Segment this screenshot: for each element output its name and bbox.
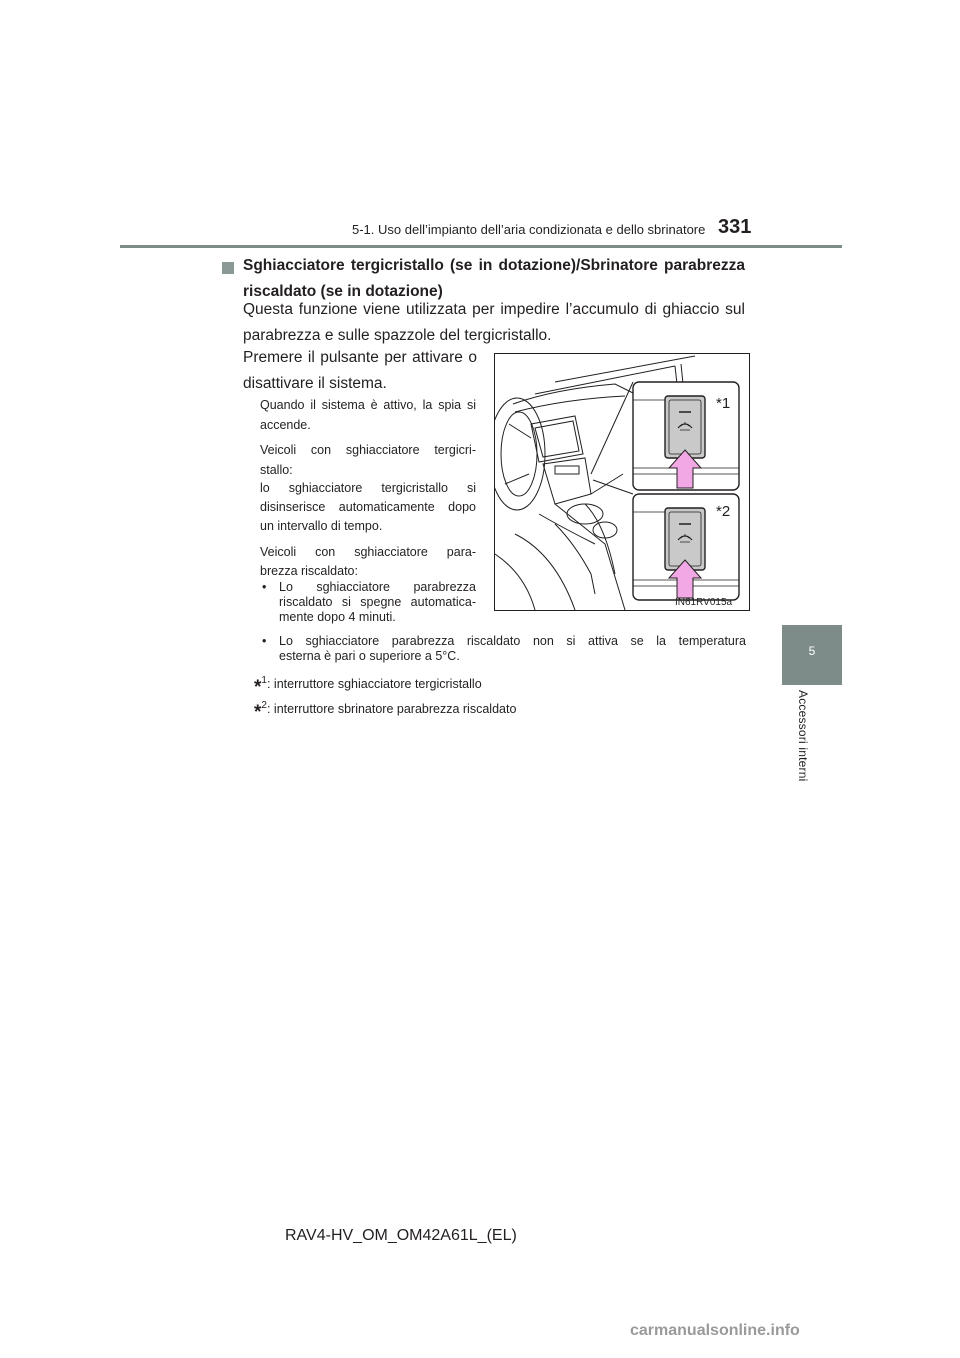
note-windshield-line-b: brezza riscaldato: [260,564,358,578]
note-indicator-line-2: accende. [260,418,311,432]
note-wiper-line-d: disinserisce automaticamente dopo [260,500,476,514]
note-wiper-line-e: un intervallo di tempo. [260,519,383,533]
footnote-2-number: 2 [261,699,267,711]
dashboard-illustration [494,353,750,611]
chapter-number: 5 [808,644,816,658]
footnote-2-mark: * [254,702,262,723]
footnote-1-mark: * [254,677,262,698]
note-indicator-line-1: Quando il sistema è attivo, la spia si [260,398,476,412]
footer-model-code: RAV4-HV_OM_OM42A61L_(EL) [285,1227,517,1244]
bullet-1-line-c: mente dopo 4 minuti. [279,610,396,624]
footnote-1-number: 1 [261,674,267,686]
section-heading: Sghiacciatore tergicristallo (se in dotazione)/Sbrinatore parabrezza riscaldato (se in dotazione) [243,257,745,300]
bullet-2-line-b: esterna è pari o superiore a 5°C. [279,649,460,663]
bullet-1-line-b: riscaldato si spegne automatica- [279,595,476,609]
note-wiper-line-a: Veicoli con sghiacciatore tergicri- [260,443,476,457]
bullet-icon: • [262,580,267,594]
figure-code: IN61RV015a [675,597,733,608]
dashboard-drawing [495,354,749,610]
figure-label-1: *1 [716,395,731,412]
watermark: carmanualsonline.info [630,1322,800,1339]
section-title: 5-1. Uso dell’impianto dell’aria condizionata e dello sbrinatore [352,222,706,237]
note-wiper-line-b: stallo: [260,463,293,477]
heading-square-icon [222,262,234,274]
footnote-2 [254,697,517,723]
footnote-2-text: : interruttore sbrinatore parabrezza riscaldato [266,702,517,716]
bullet-icon: • [262,634,267,648]
instruction-line-2: disattivare il sistema. [243,375,387,392]
footnote-1 [254,672,482,698]
intro-paragraph: Questa funzione viene utilizzata per impedire l’accumulo di ghiaccio sul parabrezza e sulle spazzole del tergicristallo. [243,301,745,344]
header-rule [120,245,842,248]
bullet-1-line-a: Lo sghiacciatore parabrezza [279,580,476,594]
figure-label-2: *2 [716,503,731,520]
list-item [262,580,476,628]
chapter-label: Accessori interni [796,690,810,782]
note-windshield-line-a: Veicoli con sghiacciatore para- [260,545,476,559]
bullet-2-line-a: Lo sghiacciatore parabrezza riscaldato non si attiva se la temperatura [279,634,746,648]
instruction-line-1: Premere il pulsante per attivare o [243,349,477,366]
note-wiper-line-c: lo sghiacciatore tergicristallo si [260,481,476,495]
list-item [262,634,746,668]
page-number: 331 [718,216,752,238]
footnote-1-text: : interruttore sghiacciatore tergicristallo [266,677,482,691]
